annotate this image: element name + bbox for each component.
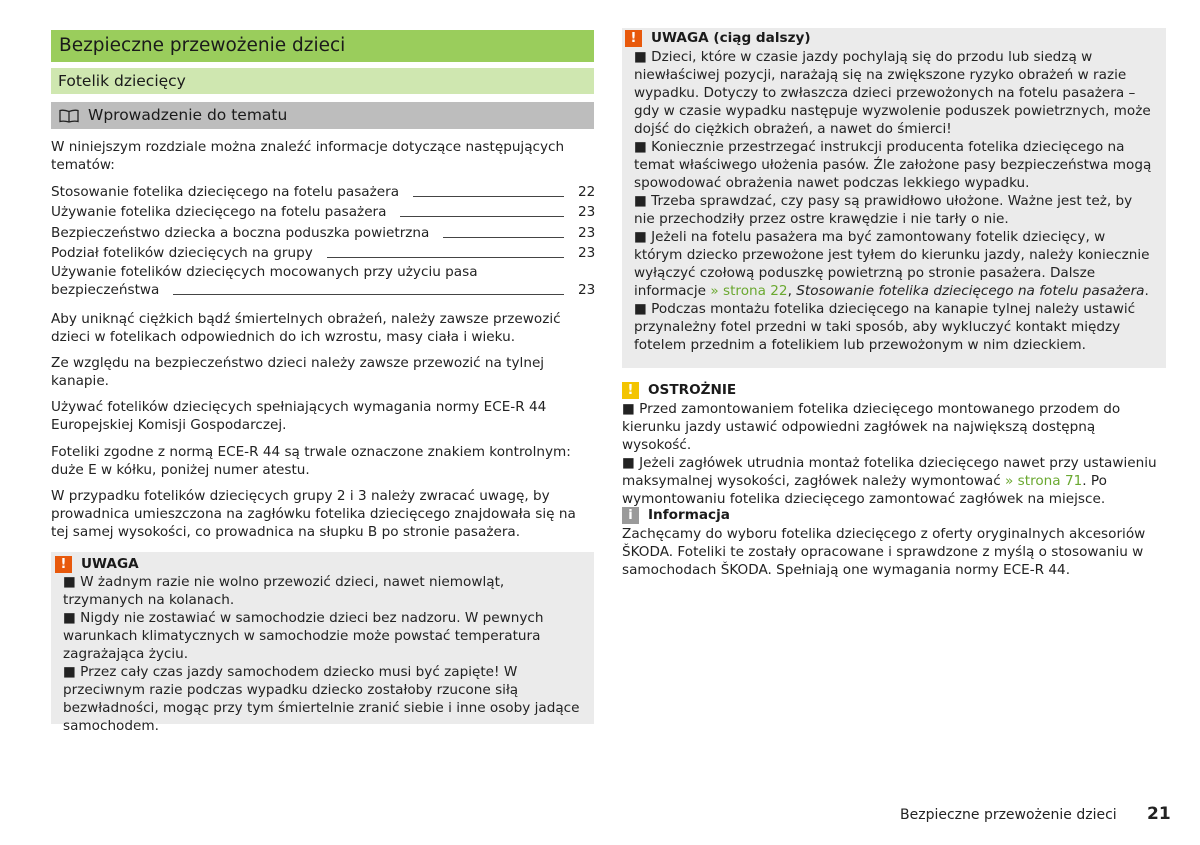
caution-icon: ! [622,382,639,399]
warning-box [51,552,594,734]
toc-entry-label-line1: Używanie fotelików dziecięcych mocowanych przy użyciu pasa [51,264,478,280]
caution-block [622,380,1166,508]
warning-item: ■ Dzieci, które w czasie jazdy pochylają się do przodu lub siedzą w niewłaściwej pozycji, narażają się na zwiększone ryzyko obrażeń w razie wypadku. Dotyczy to zwłaszcza dzieci przewożonych na fotelu pasażera – gdy w czasie wypadku następuje wyzwolenie poduszek powietrznych, może dojść do ciężkich obrażeń, a nawet do śmierci! [634,49,1151,137]
info-header [622,505,1166,525]
toc-leader-line [400,216,564,217]
paragraph: Aby uniknąć ciężkich bądź śmiertelnych obrażeń, należy zawsze przewozić dzieci w fotelikach odpowiednich do ich wzrostu, masy ciała i wieku. [51,311,561,345]
caution-item: ■ Przed zamontowaniem fotelika dziecięcego montowanego przodem do kierunku jazdy ustawić odpowiedni zagłówek na największą dostępną wysokość. [622,401,1121,453]
subsection-heading [51,102,594,129]
footer-section-title: Bezpieczne przewożenie dzieci [900,807,1117,823]
warning-item: ■ Nigdy nie zostawiać w samochodzie dzieci bez nadzoru. W pewnych warunkach klimatycznych w samochodzie może powstać temperatura zagrażająca życiu. [63,610,544,662]
toc-entry[interactable] [51,221,594,241]
toc-leader-line [443,237,564,238]
toc-leader-line [413,196,564,197]
warning-header [55,555,586,573]
paragraph: Ze względu na bezpieczeństwo dzieci należy zawsze przewozić na tylnej kanapie. [51,355,545,389]
warning-item: ■ Koniecznie przestrzegać instrukcji producenta fotelika dziecięcego na temat właściwego ułożenia pasów. Źle założone pasy bezpieczeństwa mogą spowodować obrażenia nawet podczas lekkiego wypadku. [634,139,1152,191]
page-reference-link[interactable]: » strona 22 [710,283,788,299]
table-of-contents [51,181,594,262]
paragraph: W przypadku fotelików dziecięcych grupy 2 i 3 należy zwracać uwagę, by prowadnica umieszczona na zagłówku fotelika dziecięcego znajdowała się na tej samej wysokości, co prowadnica na słupku B po stronie pasażera. [51,488,576,540]
caution-item [622,454,1166,508]
toc-entry-label-line2: bezpieczeństwa [51,282,160,298]
toc-entry-page: 23 [578,204,596,221]
toc-entry[interactable] [51,201,594,221]
warning-icon: ! [625,30,642,47]
warning-item: ■ Trzeba sprawdzać, czy pasy są prawidłowo ułożone. Ważne jest też, by nie przechodziły przez ostre krawędzie i nie tarły o nie. [634,193,1133,227]
section-heading: Fotelik dziecięcy [51,68,594,94]
warning-item [634,228,1156,300]
page-reference-link[interactable]: » strona 71 [1005,473,1083,489]
footer-page-number: 21 [1147,804,1171,824]
toc-leader-line [173,294,564,295]
paragraph: Używać fotelików dziecięcych spełniających wymagania normy ECE-R 44 Europejskiej Komisji Gospodarczej. [51,399,547,433]
caution-title: OSTROŻNIE [648,382,737,398]
reference-separator: , [787,283,797,299]
warning-continued-header [625,28,1156,48]
toc-entry-page: 22 [578,184,596,201]
toc-entry-label: Stosowanie fotelika dziecięcego na fotelu pasażera [51,184,400,201]
warning-continued-title: UWAGA (ciąg dalszy) [651,30,811,46]
info-icon: i [622,507,639,524]
caution-header [622,380,1166,400]
toc-entry[interactable] [51,263,594,299]
warning-item: ■ W żadnym razie nie wolno przewozić dzieci, nawet niemowląt, trzymanych na kolanach. [63,574,505,608]
reference-title: Stosowanie fotelika dziecięcego na fotelu pasażera [796,283,1145,299]
warning-item: ■ Podczas montażu fotelika dziecięcego na kanapie tylnej należy ustawić przynależny fotel przedni w taki sposób, aby wykluczyć kontakt między fotelem przednim a fotelikiem lub przewożonym w nim dzieckiem. [634,301,1136,353]
toc-entry-label: Podział fotelików dziecięcych na grupy [51,244,313,261]
info-text: Zachęcamy do wyboru fotelika dziecięcego z oferty oryginalnych akcesoriów ŠKODA. Foteliki te zostały opracowane i sprawdzone z myślą o stosowaniu w samochodach ŠKODA. Spełniają one wymagania normy ECE-R 44. [622,526,1146,578]
toc-entry[interactable] [51,242,594,262]
warning-body [55,573,586,735]
subsection-title: Wprowadzenie do tematu [88,106,288,124]
toc-leader-line [327,257,564,258]
toc-entry-page: 23 [578,282,596,298]
warning-item-text: ■ Jeżeli na fotelu pasażera ma być zamontowany fotelik dziecięcy, w którym dziecko przewożone jest tyłem do kierunku jazdy, należy koniecznie wyłączyć czołową poduszkę powietrzną po stronie pasażera. Dalsze informacje [634,229,1150,299]
warning-continued-body [625,48,1156,354]
info-block [622,505,1166,579]
open-book-icon [59,109,79,123]
toc-entry-page: 23 [578,224,596,241]
intro-text: W niniejszym rozdziale można znaleźć informacje dotyczące następujących tematów: [51,139,565,173]
toc-entry-line2 [51,281,594,299]
toc-entry-page: 23 [578,244,596,261]
reference-end: . [1144,283,1149,299]
caution-item-end: . Po wymontowaniu fotelika dziecięcego zamontować zagłówek na miejsce. [622,473,1107,507]
warning-icon: ! [55,556,72,573]
warning-continued-box [622,28,1166,368]
warning-item: ■ Przez cały czas jazdy samochodem dziecko musi być zapięte! W przeciwnym razie podczas wypadku dziecko zostałoby rzucone siłą bezwładności, mogąc przy tym śmiertelnie zranić siebie i inne osoby jadące samochodem. [63,664,580,734]
chapter-heading: Bezpieczne przewożenie dzieci [51,30,594,62]
toc-entry-label: Bezpieczeństwo dziecka a boczna poduszka powietrzna [51,224,430,241]
toc-entry[interactable] [51,181,594,201]
paragraph: Foteliki zgodne z normą ECE-R 44 są trwale oznaczone znakiem kontrolnym: duże E w kółku, poniżej numer atestu. [51,444,571,478]
caution-item-text: ■ Jeżeli zagłówek utrudnia montaż fotelika dziecięcego nawet przy ustawieniu maksymalnej wysokości, zagłówek należy wymontować [622,455,1157,489]
warning-title: UWAGA [81,556,139,572]
info-title: Informacja [648,507,730,523]
toc-entry-label: Używanie fotelika dziecięcego na fotelu pasażera [51,204,387,221]
